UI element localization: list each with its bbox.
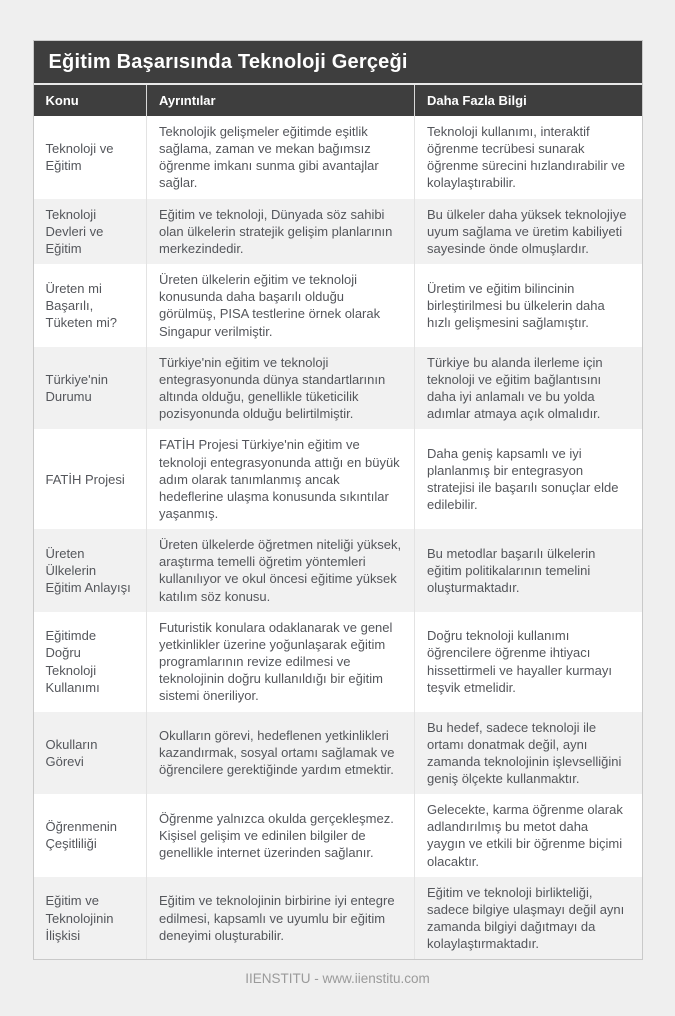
cell-topic: Eğitimde Doğru Teknoloji Kullanımı <box>34 612 147 712</box>
cell-more: Türkiye bu alanda ilerleme için teknoloji ve eğitim bağlantısını daha iyi anlamalı ve bu yolda adımlar atmaya açık olmalıdır. <box>415 347 642 430</box>
cell-details: Öğrenme yalnızca okulda gerçekleşmez. Kişisel gelişim ve edinilen bilgiler de genellikle internet üzerinden sağlanır. <box>147 794 415 877</box>
cell-more: Eğitim ve teknoloji birlikteliği, sadece bilgiye ulaşmayı değil aynı zamanda bilgiyi dağıtmayı da kolaylaştırmaktadır. <box>415 877 642 960</box>
column-header-konu: Konu <box>34 85 147 116</box>
table-row <box>34 712 642 795</box>
cell-more: Daha geniş kapsamlı ve iyi planlanmış bir entegrasyon stratejisi ile başarılı sonuçlar elde edilebilir. <box>415 429 642 529</box>
table-row <box>34 794 642 877</box>
cell-details: Teknolojik gelişmeler eğitimde eşitlik sağlama, zaman ve mekan bağımsız öğrenme imkanı sunma gibi avantajlar sağlar. <box>147 116 415 199</box>
column-header-ayrintilar: Ayrıntılar <box>147 85 415 116</box>
table-row <box>34 877 642 960</box>
page-title: Eğitim Başarısında Teknoloji Gerçeği <box>34 41 642 85</box>
cell-details: FATİH Projesi Türkiye'nin eğitim ve teknoloji entegrasyonunda attığı en büyük adım olarak tanımlanmış ancak hedeflerine ulaşma konusunda sıkıntılar yaşanmış. <box>147 429 415 529</box>
cell-more: Gelecekte, karma öğrenme olarak adlandırılmış bu metot daha yaygın ve etkili bir öğrenme biçimi olacaktır. <box>415 794 642 877</box>
cell-topic: Üreten mi Başarılı, Tüketen mi? <box>34 264 147 347</box>
table-row <box>34 264 642 347</box>
footer-credit: IIENSTITU - www.iienstitu.com <box>245 971 430 987</box>
cell-details: Üreten ülkelerin eğitim ve teknoloji konusunda daha başarılı olduğu görülmüş, PISA testlerine örnek olarak Singapur verilmiştir. <box>147 264 415 347</box>
cell-details: Eğitim ve teknoloji, Dünyada söz sahibi olan ülkelerin stratejik gelişim planlarının merkezindedir. <box>147 199 415 264</box>
cell-topic: Öğrenmenin Çeşitliliği <box>34 794 147 877</box>
cell-more: Teknoloji kullanımı, interaktif öğrenme tecrübesi sunarak öğrenme sürecini hızlandırabilir ve kolaylaştırabilir. <box>415 116 642 199</box>
table-row <box>34 612 642 712</box>
cell-details: Türkiye'nin eğitim ve teknoloji entegrasyonunda dünya standartlarının altında olduğu, genellikle tüketicilik pozisyonunda olduğu belirtilmiştir. <box>147 347 415 430</box>
header-row <box>34 85 642 116</box>
cell-details: Eğitim ve teknolojinin birbirine iyi entegre edilmesi, kapsamlı ve uyumlu bir eğitim deneyimi oluşturabilir. <box>147 877 415 960</box>
cell-details: Futuristik konulara odaklanarak ve genel yetkinlikler üzerine yoğunlaşarak eğitim programlarının revize edilmesi ve teknolojinin doğru kullanıldığı bir eğitim sistemi öneriliyor. <box>147 612 415 712</box>
cell-topic: Eğitim ve Teknolojinin İlişkisi <box>34 877 147 960</box>
table-header <box>34 85 642 116</box>
cell-more: Bu metodlar başarılı ülkelerin eğitim politikalarının temelini oluşturmaktadır. <box>415 529 642 612</box>
cell-more: Üretim ve eğitim bilincinin birleştirilmesi bu ülkelerin daha hızlı gelişmesini sağlamıştır. <box>415 264 642 347</box>
cell-details: Üreten ülkelerde öğretmen niteliği yüksek, araştırma temelli öğretim yöntemleri kullanılıyor ve okul öncesi eğitime yüksek katılım söz konusu. <box>147 529 415 612</box>
content-card <box>33 40 643 960</box>
table-row <box>34 116 642 199</box>
table-row <box>34 347 642 430</box>
table-row <box>34 529 642 612</box>
cell-more: Bu ülkeler daha yüksek teknolojiye uyum sağlama ve üretim kabiliyeti sayesinde önde olmuşlardır. <box>415 199 642 264</box>
cell-topic: Okulların Görevi <box>34 712 147 795</box>
cell-more: Bu hedef, sadece teknoloji ile ortamı donatmak değil, aynı zamanda teknolojinin işlevselliğini geniş ölçekte kullanmaktır. <box>415 712 642 795</box>
table-row <box>34 199 642 264</box>
cell-more: Doğru teknoloji kullanımı öğrencilere öğrenme ihtiyacı hissettirmeli ve hayaller kurmayı teşvik etmelidir. <box>415 612 642 712</box>
table-row <box>34 429 642 529</box>
cell-details: Okulların görevi, hedeflenen yetkinlikleri kazandırmak, sosyal ortamı sağlamak ve öğrencilere gerektiğinde yardım etmektir. <box>147 712 415 795</box>
column-header-daha-fazla-bilgi: Daha Fazla Bilgi <box>415 85 642 116</box>
cell-topic: Teknoloji ve Eğitim <box>34 116 147 199</box>
cell-topic: Teknoloji Devleri ve Eğitim <box>34 199 147 264</box>
cell-topic: Türkiye'nin Durumu <box>34 347 147 430</box>
cell-topic: Üreten Ülkelerin Eğitim Anlayışı <box>34 529 147 612</box>
table-body <box>34 116 642 959</box>
cell-topic: FATİH Projesi <box>34 429 147 529</box>
info-table <box>34 85 642 959</box>
